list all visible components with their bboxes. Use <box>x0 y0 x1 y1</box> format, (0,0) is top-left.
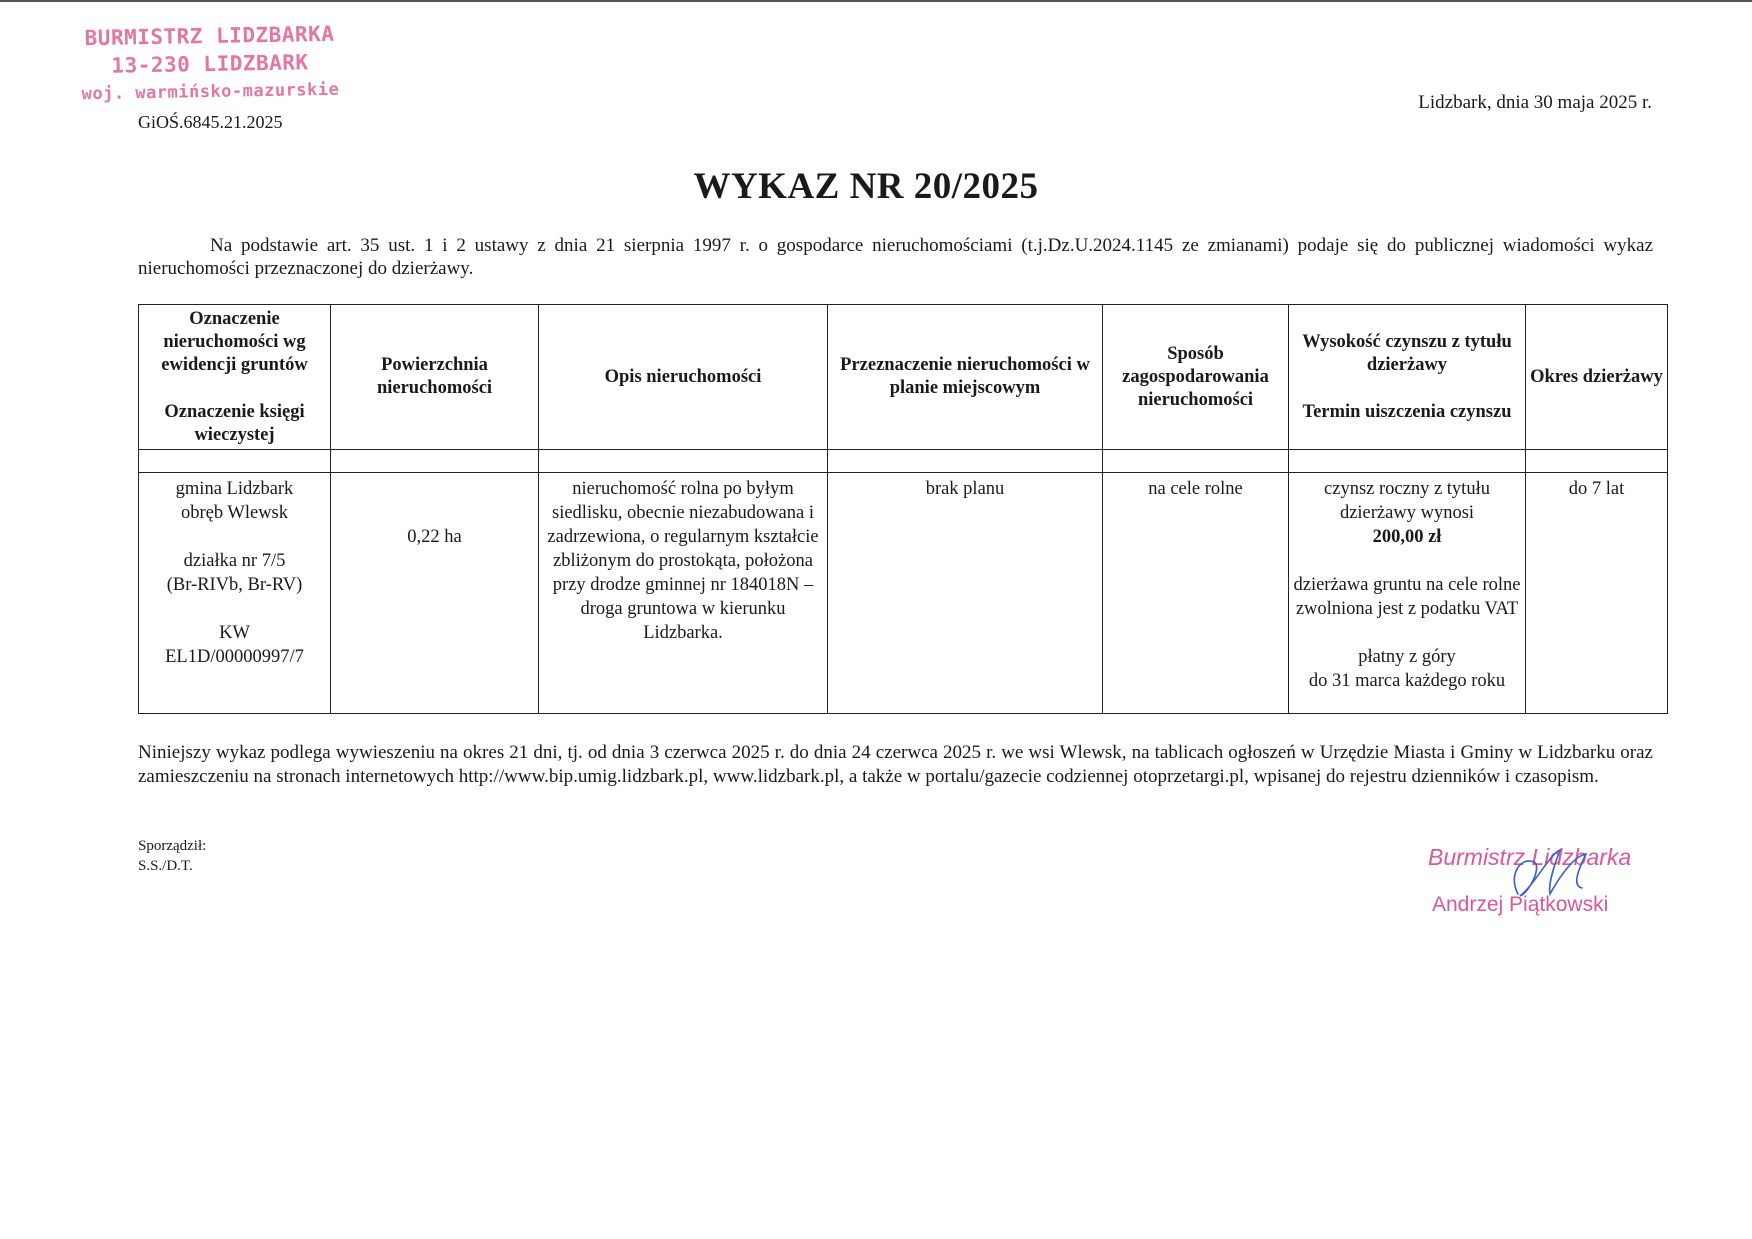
prepared-label: Sporządził: <box>138 838 207 854</box>
header-zoning: Przeznaczenie nieruchomości w planie miejscowym <box>828 305 1103 450</box>
cell-description: nieruchomość rolna po byłym siedlisku, obecnie niezabudowana i zadrzewiona, o regularnym kształcie zbliżonym do prostokąta, położona przy drodze gminnej nr 184018N – droga gruntowa w kierunku Lidzbarka. <box>539 473 828 714</box>
stamp-line-1: BURMISTRZ LIDZBARKA <box>84 21 335 51</box>
stamp-line-3: woj. warmińsko-mazurskie <box>81 79 340 105</box>
vat-note: dzierżawa gruntu na cele rolne zwolniona jest z podatku VAT <box>1293 575 1521 619</box>
signatory-name: Andrzej Piątkowski <box>1432 893 1609 916</box>
table-row <box>139 473 1668 714</box>
obreb: obręb Wlewsk <box>180 503 289 523</box>
header-use: Sposób zagospodarowania nieruchomości <box>1103 305 1289 450</box>
reference-number: GiOŚ.6845.21.2025 <box>138 112 283 132</box>
cell-zoning: brak planu <box>828 473 1103 714</box>
intro-paragraph: Na podstawie art. 35 ust. 1 i 2 ustawy z dnia 21 sierpnia 1997 r. o gospodarce nieruchomościami (t.j.Dz.U.2024.1145 ze zmianami) podaje się do publicznej wiadomości wykaz nieruchomości przeznaczonej do dzierżawy. <box>138 235 1653 279</box>
plot-number: działka nr 7/5 <box>183 551 286 571</box>
header-description: Opis nieruchomości <box>539 305 828 450</box>
header-rent-deadline: Termin uiszczenia czynszu <box>1302 401 1512 422</box>
cell-area <box>331 473 539 714</box>
header-land-register: Oznaczenie księgi wieczystej <box>164 401 305 445</box>
document-title: WYKAZ NR 20/2025 <box>693 166 1039 207</box>
cell-cadastral <box>139 473 331 714</box>
posting-notice: Niniejszy wykaz podlega wywieszeniu na okres 21 dni, tj. od dnia 3 czerwca 2025 r. do dnia 24 czerwca 2025 r. we wsi Wlewsk, na tablicach ogłoszeń w Urzędzie Miasta i Gminy w Lidzbarku oraz zamieszczeniu na stronach internetowych http://www.bip.umig.lidzbark.pl, www.lidzbark.pl, a także w portalu/gazecie codziennej otoprzetargi.pl, wpisanej do rejestru dzienników i czasopism. <box>138 742 1653 787</box>
payment-deadline: do 31 marca każdego roku <box>1308 671 1506 691</box>
place-date: Lidzbark, dnia 30 maja 2025 r. <box>1418 92 1652 113</box>
header-area: Powierzchnia nieruchomości <box>331 305 539 450</box>
table-spacer-row <box>139 450 1668 473</box>
rent-amount: 200,00 zł <box>1372 527 1442 547</box>
header-cadastral <box>139 305 331 450</box>
prepared-by <box>138 836 206 876</box>
rent-text: czynsz roczny z tytułu dzierżawy wynosi <box>1324 479 1490 523</box>
table-header-row <box>139 305 1668 450</box>
stamp-line-2: 13-230 LIDZBARK <box>111 50 309 78</box>
gmina: gmina Lidzbark <box>175 479 294 499</box>
cell-use: na cele rolne <box>1103 473 1289 714</box>
prepared-initials: S.S./D.T. <box>138 858 193 874</box>
header-cadastral-designation: Oznaczenie nieruchomości wg ewidencji gruntów <box>161 308 308 375</box>
handwritten-signature-icon <box>1490 836 1610 916</box>
header-rent-amount: Wysokość czynszu z tytułu dzierżawy <box>1302 331 1512 375</box>
header-rent <box>1289 305 1526 450</box>
area-value: 0,22 ha <box>407 527 462 547</box>
cell-rent <box>1289 473 1526 714</box>
header-lease-period: Okres dzierżawy <box>1526 305 1668 450</box>
kw-label: KW <box>219 623 250 643</box>
payment-terms: płatny z góry <box>1358 647 1456 667</box>
property-table <box>138 304 1668 714</box>
signatory-role: Burmistrz Lidzbarka <box>1428 844 1632 870</box>
scan-edge <box>0 0 1752 2</box>
cell-lease-period: do 7 lat <box>1526 473 1668 714</box>
kw-number: EL1D/00000997/7 <box>165 647 304 667</box>
office-stamp <box>69 20 350 109</box>
soil-classes: (Br-RIVb, Br-RV) <box>166 575 303 595</box>
